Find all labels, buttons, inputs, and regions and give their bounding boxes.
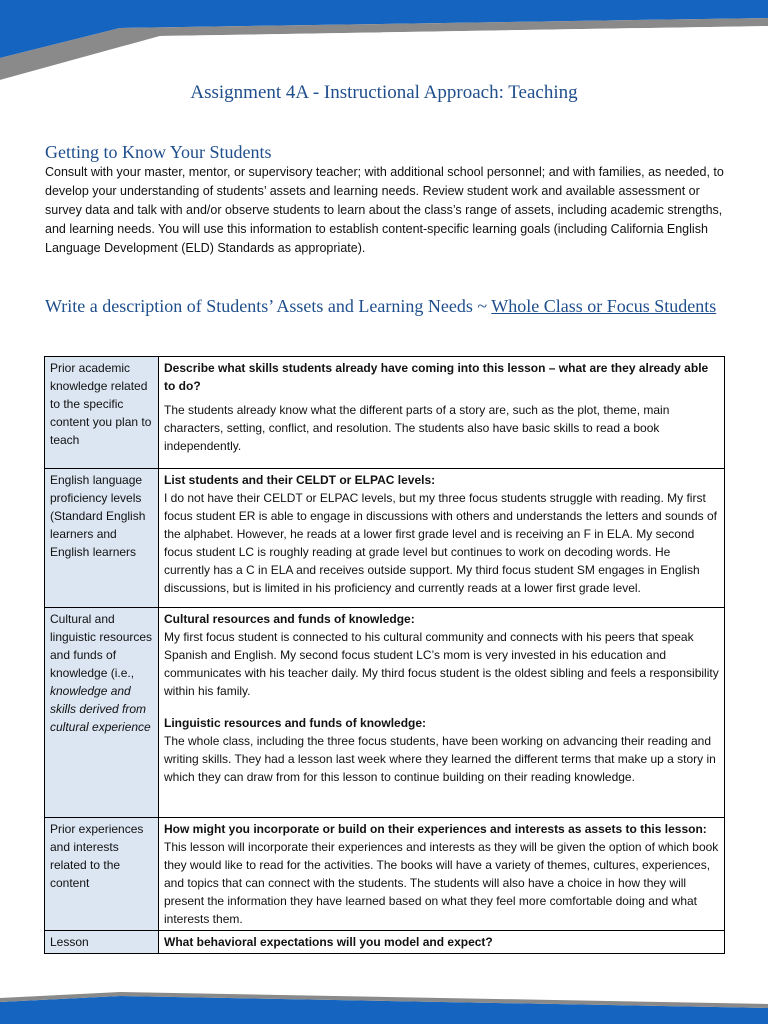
- section-heading: Getting to Know Your Students: [45, 142, 272, 162]
- row-label: [45, 931, 159, 954]
- row-prompt: What behavioral expectations will you model and expect?: [164, 935, 493, 949]
- row-prompt-linguistic: Linguistic resources and funds of knowledge:: [164, 716, 427, 730]
- footer-decoration: [0, 988, 768, 1024]
- row-label: [45, 818, 159, 931]
- row-label-italic: knowledge and skills derived from cultural experience: [50, 684, 151, 734]
- row-label-text: Prior academic knowledge related to the specific content you plan to teach: [50, 361, 152, 447]
- table-row: [45, 608, 725, 818]
- row-label-text: Lesson: [50, 935, 89, 949]
- row-label: [45, 469, 159, 608]
- row-prompt: Describe what skills students already have coming into this lesson – what are they already able to do?: [164, 361, 709, 393]
- row-label: [45, 357, 159, 469]
- row-content: [159, 818, 725, 931]
- document-title: Assignment 4A - Instructional Approach: Teaching: [190, 82, 578, 103]
- assets-subheading: [45, 294, 725, 319]
- row-label-text: English language proficiency levels (Standard English learners and English learners: [50, 473, 146, 559]
- row-prompt: How might you incorporate or build on their experiences and interests as assets to this lesson:: [164, 822, 707, 836]
- row-content: [159, 608, 725, 818]
- row-response-linguistic: The whole class, including the three focus students, have been working on advancing their reading and writing skills. They had a lesson last week where they learned the different terms that make up a story in which they can draw from for this lesson to continue building on their reading knowledge.: [164, 734, 716, 784]
- assets-table: [44, 356, 725, 954]
- row-content: [159, 357, 725, 469]
- header-decoration: [0, 0, 768, 80]
- table-row: [45, 357, 725, 469]
- row-label-text: Prior experiences and interests related to the content: [50, 822, 144, 890]
- assets-subheading-prefix: Write a description of Students’ Assets and Learning Needs ~: [45, 296, 492, 316]
- table-row: [45, 931, 725, 954]
- row-response: I do not have their CELDT or ELPAC levels, but my three focus students struggle with reading. My first focus student ER is able to engage in discussions with others and understands the letters and sounds of the alphabet. However, he reads at a lower first grade level and is receiving an F in ELA. My second focus student LC is roughly reading at grade level but continues to work on decoding words. He currently has a C in ELA and receives outside support. My third focus student SM engages in English discussions, but is limited in his proficiency and currently reads at a lower first grade level.: [164, 491, 718, 595]
- row-response: This lesson will incorporate their experiences and interests as they will be given the option of which book they would like to read for the activities. The books will have a variety of themes, cultures, experiences, and topics that can connect with the students. The students will also have a choice in how they will present the information they have learned based on what they feel more comfortable doing and what interests them.: [164, 840, 719, 926]
- row-response: My first focus student is connected to his cultural community and connects with his peers that speak Spanish and English. My second focus student LC’s mom is very invested in his education and communicates with his teacher daily. My third focus student is the oldest sibling and feels a responsibility within his family.: [164, 630, 719, 698]
- row-prompt: Cultural resources and funds of knowledge:: [164, 612, 415, 626]
- row-response: The students already know what the different parts of a story are, such as the plot, theme, main characters, setting, conflict, and resolution. The students also have basic skills to read a book independently.: [164, 403, 670, 453]
- row-label: [45, 608, 159, 818]
- row-content: [159, 931, 725, 954]
- table-row: [45, 469, 725, 608]
- row-content: [159, 469, 725, 608]
- intro-paragraph: Consult with your master, mentor, or supervisory teacher; with additional school personnel; and with families, as needed, to develop your understanding of students’ assets and learning needs. Review student work and available assessment or survey data and talk with and/or observe students to learn about the class’s range of assets, including academic strengths, and learning needs. You will use this information to establish content-specific learning goals (including California English Language Development (ELD) Standards as appropriate).: [45, 165, 724, 255]
- row-prompt: List students and their CELDT or ELPAC levels:: [164, 473, 436, 487]
- whole-class-link: Whole Class or Focus Students: [491, 296, 717, 316]
- table-row: [45, 818, 725, 931]
- row-label-text: Cultural and linguistic resources and funds of knowledge (i.e.,: [50, 612, 153, 680]
